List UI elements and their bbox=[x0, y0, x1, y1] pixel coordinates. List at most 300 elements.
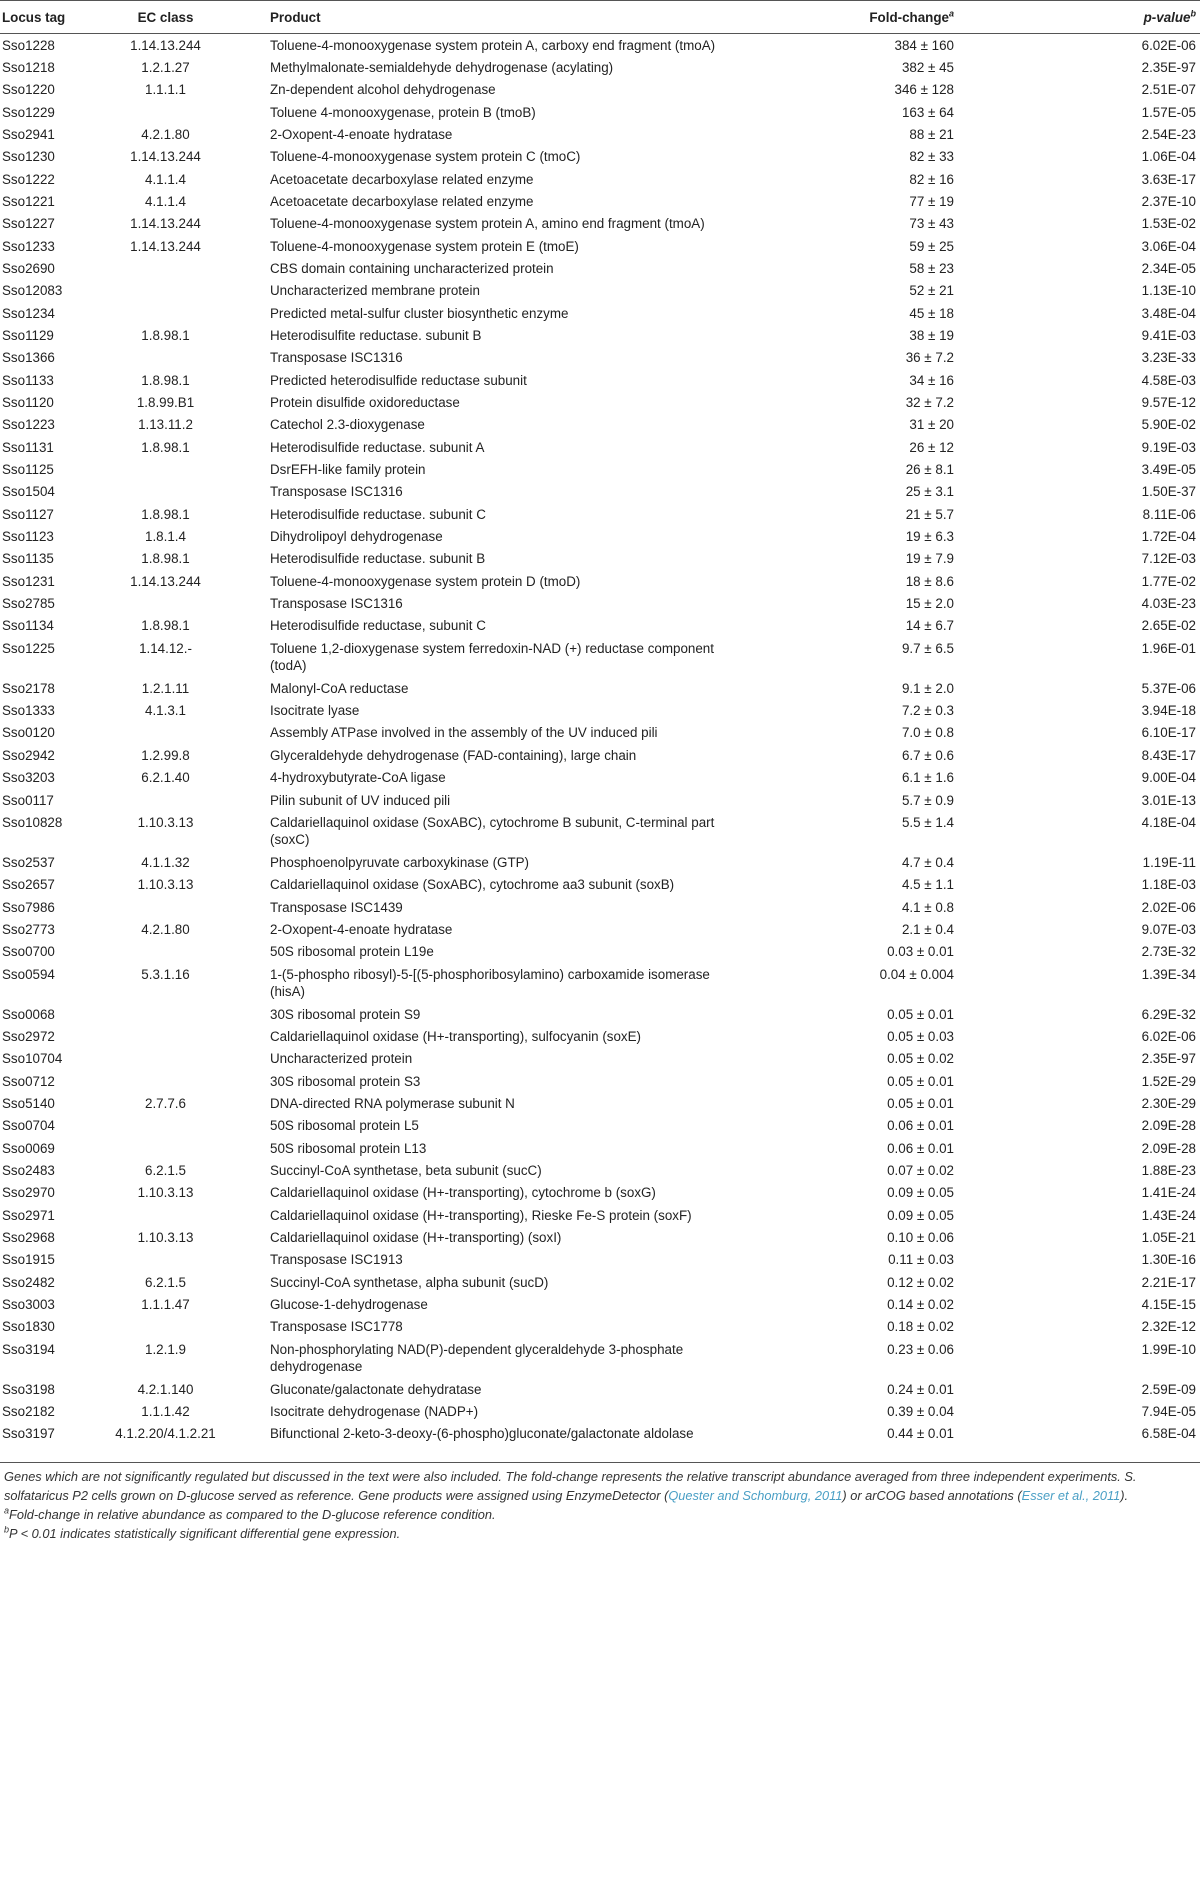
cell-p-value: 1.13E-10 bbox=[1141, 283, 1196, 299]
cell-p-value: 2.32E-12 bbox=[1141, 1319, 1196, 1335]
cell-ec-class: 1.8.1.4 bbox=[145, 529, 186, 545]
cell-p-value: 1.05E-21 bbox=[1141, 1230, 1196, 1245]
cell-fold-change: 5.7 ± 0.9 bbox=[901, 792, 954, 808]
cell-locus-tag: Sso2785 bbox=[2, 596, 55, 612]
table-row bbox=[0, 190, 1200, 212]
cell-p-value: 1.88E-23 bbox=[1141, 1162, 1196, 1178]
cell-fold-change: 82 ± 33 bbox=[909, 149, 954, 165]
cell-product: Bifunctional 2-keto-3-deoxy-(6-phospho)gluconate/galactonate aldolase bbox=[263, 1422, 758, 1462]
cell-locus-tag: Sso2971 bbox=[2, 1207, 55, 1223]
cell-locus-tag: Sso10704 bbox=[2, 1051, 63, 1067]
cell-product: Isocitrate dehydrogenase (NADP+) bbox=[270, 1404, 479, 1420]
table-row bbox=[0, 525, 1200, 547]
cell-locus-tag: Sso1223 bbox=[2, 417, 55, 433]
header-fold-change: Fold-change$^a$ bbox=[758, 1, 980, 34]
table-header-row bbox=[0, 1, 1200, 34]
cell-ec-class bbox=[108, 789, 263, 811]
cell-locus-tag: Sso1366 bbox=[2, 350, 55, 366]
table-row bbox=[0, 168, 1200, 190]
cell-p-value: 2.34E-05 bbox=[1141, 260, 1196, 276]
cell-locus-tag: Sso1120 bbox=[2, 395, 54, 410]
cell-ec-class bbox=[108, 896, 263, 918]
table-row bbox=[0, 391, 1200, 413]
cell-locus-tag: Sso0120 bbox=[2, 725, 55, 741]
cell-fold-change: 73 ± 43 bbox=[909, 216, 954, 232]
cell-ec-class bbox=[108, 1025, 263, 1047]
table-row bbox=[0, 235, 1200, 257]
cell-product: Glyceraldehyde dehydrogenase (FAD-containing), large chain bbox=[270, 747, 637, 763]
cell-ec-class bbox=[108, 1003, 263, 1025]
cell-p-value: 1.41E-24 bbox=[1141, 1185, 1196, 1201]
table-row bbox=[0, 1137, 1200, 1159]
cell-ec-class: 1.8.98.1 bbox=[141, 506, 190, 522]
table-row bbox=[0, 896, 1200, 918]
table-row bbox=[0, 302, 1200, 324]
cell-product: Predicted metal-sulfur cluster biosynthetic enzyme bbox=[270, 305, 569, 321]
cell-p-value: 3.23E-33 bbox=[1141, 350, 1196, 366]
cell-product: 50S ribosomal protein L5 bbox=[270, 1118, 419, 1134]
table-row bbox=[0, 614, 1200, 636]
cell-fold-change: 14 ± 6.7 bbox=[905, 618, 954, 634]
cell-fold-change: 0.07 ± 0.02 bbox=[887, 1162, 954, 1178]
cell-p-value: 3.01E-13 bbox=[1141, 792, 1196, 808]
table-row bbox=[0, 346, 1200, 368]
cell-product: CBS domain containing uncharacterized protein bbox=[270, 260, 554, 276]
cell-product: 4-hydroxybutyrate-CoA ligase bbox=[270, 770, 446, 786]
table-row bbox=[0, 789, 1200, 811]
cell-p-value: 4.18E-04 bbox=[1141, 814, 1196, 830]
cell-ec-class: 1.2.1.27 bbox=[141, 59, 190, 75]
cell-product: Toluene-4-monooxygenase system protein E (tmoE) bbox=[270, 238, 579, 254]
cell-locus-tag: Sso1123 bbox=[2, 529, 54, 545]
citation-link[interactable]: Quester and Schomburg, 2011 bbox=[668, 1487, 843, 1503]
table-row bbox=[0, 369, 1200, 391]
table-row bbox=[0, 570, 1200, 592]
table-row bbox=[0, 1003, 1200, 1025]
cell-product: 50S ribosomal protein L19e bbox=[270, 944, 434, 960]
cell-ec-class: 1.10.3.13 bbox=[137, 814, 194, 830]
cell-p-value: 4.15E-15 bbox=[1141, 1297, 1196, 1313]
cell-fold-change: 7.0 ± 0.8 bbox=[901, 725, 954, 741]
cell-ec-class: 1.1.1.1 bbox=[145, 82, 186, 98]
table-row bbox=[0, 940, 1200, 962]
cell-locus-tag: Sso0712 bbox=[2, 1073, 55, 1089]
cell-locus-tag: Sso3197 bbox=[0, 1422, 108, 1462]
cell-fold-change: 6.1 ± 1.6 bbox=[901, 770, 954, 786]
cell-fold-change: 82 ± 16 bbox=[909, 171, 954, 187]
cell-p-value: 1.18E-03 bbox=[1141, 877, 1196, 893]
cell-ec-class: 4.2.1.140 bbox=[137, 1381, 194, 1397]
cell-locus-tag: Sso1228 bbox=[2, 38, 55, 53]
cell-fold-change: 382 ± 45 bbox=[901, 59, 954, 75]
cell-locus-tag: Sso0704 bbox=[2, 1118, 55, 1134]
cell-locus-tag: Sso1127 bbox=[2, 506, 54, 522]
cell-ec-class bbox=[108, 1047, 263, 1069]
cell-product: Non-phosphorylating NAD(P)-dependent glyceraldehyde 3-phosphate dehydrogenase bbox=[270, 1341, 684, 1375]
cell-product: Dihydrolipoyl dehydrogenase bbox=[270, 529, 443, 545]
cell-fold-change: 6.7 ± 0.6 bbox=[901, 747, 954, 763]
cell-p-value: 1.43E-24 bbox=[1141, 1207, 1196, 1223]
cell-locus-tag: Sso1915 bbox=[2, 1252, 55, 1268]
header-ec-class: EC class bbox=[108, 1, 263, 34]
table-row bbox=[0, 851, 1200, 873]
table-row bbox=[0, 1315, 1200, 1337]
cell-fold-change: 7.2 ± 0.3 bbox=[901, 703, 954, 719]
cell-ec-class: 6.2.1.5 bbox=[145, 1162, 186, 1178]
cell-product: Caldariellaquinol oxidase (SoxABC), cytochrome B subunit, C-terminal part (soxC) bbox=[270, 814, 715, 848]
cell-p-value: 1.19E-11 bbox=[1142, 854, 1196, 870]
cell-locus-tag: Sso2657 bbox=[2, 877, 55, 893]
cell-product: Toluene-4-monooxygenase system protein A, amino end fragment (tmoA) bbox=[270, 216, 705, 232]
cell-locus-tag: Sso1129 bbox=[2, 327, 54, 343]
cell-fold-change: 0.05 ± 0.01 bbox=[887, 1095, 954, 1111]
cell-p-value: 1.99E-10 bbox=[1141, 1341, 1196, 1357]
cell-locus-tag: Sso1220 bbox=[2, 82, 55, 98]
cell-p-value: 1.57E-05 bbox=[1141, 104, 1196, 120]
cell-p-value: 5.90E-02 bbox=[1141, 417, 1196, 433]
cell-p-value: 2.35E-97 bbox=[1141, 59, 1196, 75]
cell-fold-change: 2.1 ± 0.4 bbox=[901, 921, 954, 937]
cell-p-value: 2.65E-02 bbox=[1141, 618, 1196, 634]
cell-fold-change: 31 ± 20 bbox=[909, 417, 954, 433]
cell-locus-tag: Sso1333 bbox=[2, 703, 55, 719]
cell-ec-class bbox=[108, 592, 263, 614]
cell-product: Malonyl-CoA reductase bbox=[270, 680, 409, 696]
cell-ec-class: 4.1.3.1 bbox=[145, 703, 186, 719]
cell-p-value: 3.94E-18 bbox=[1141, 703, 1196, 719]
cell-product: 30S ribosomal protein S3 bbox=[270, 1073, 421, 1089]
cell-fold-change: 52 ± 21 bbox=[909, 283, 954, 299]
cell-p-value: 9.07E-03 bbox=[1141, 921, 1196, 937]
cell-product: Zn-dependent alcohol dehydrogenase bbox=[270, 82, 496, 98]
footnote-general: Genes which are not significantly regulated but discussed in the text were also included. The fold-change represents the relative transcript abundance averaged from three independent experiments. S. solfataricus P2 cells grown on D-glucose served as reference. Gene products were assigned using EnzymeDetector (Quester and Schomburg, 2011) or arCOG based annotations (Esser et al., 2011). bbox=[4, 1468, 1137, 1503]
cell-ec-class: 4.2.1.80 bbox=[141, 126, 190, 142]
cell-product: Transposase ISC1316 bbox=[270, 350, 403, 366]
cell-fold-change: 36 ± 7.2 bbox=[905, 350, 954, 366]
cell-fold-change: 0.18 ± 0.02 bbox=[887, 1319, 954, 1335]
cell-ec-class: 1.10.3.13 bbox=[137, 1230, 194, 1245]
cell-fold-change: 0.05 ± 0.03 bbox=[887, 1028, 954, 1044]
cell-fold-change: 38 ± 19 bbox=[909, 327, 954, 343]
cell-fold-change: 0.39 ± 0.04 bbox=[887, 1404, 954, 1420]
cell-locus-tag: Sso3194 bbox=[2, 1341, 55, 1357]
cell-fold-change: 0.09 ± 0.05 bbox=[887, 1185, 954, 1201]
header-product: Product bbox=[263, 1, 758, 34]
cell-ec-class bbox=[108, 257, 263, 279]
cell-locus-tag: Sso3198 bbox=[2, 1381, 55, 1397]
cell-ec-class bbox=[108, 1315, 263, 1337]
cell-p-value: 2.09E-28 bbox=[1141, 1140, 1196, 1156]
cell-product: Pilin subunit of UV induced pili bbox=[270, 792, 451, 808]
cell-locus-tag: Sso2178 bbox=[2, 680, 55, 696]
cell-ec-class: 1.1.1.42 bbox=[141, 1404, 190, 1420]
cell-p-value: 5.37E-06 bbox=[1141, 680, 1196, 696]
table-row bbox=[0, 963, 1200, 1003]
table-row bbox=[0, 1181, 1200, 1203]
cell-locus-tag: Sso12083 bbox=[2, 283, 63, 299]
table-footnotes bbox=[0, 1463, 1200, 1543]
cell-ec-class bbox=[108, 346, 263, 368]
header-locus-tag: Locus tag bbox=[0, 1, 108, 34]
cell-locus-tag: Sso2482 bbox=[2, 1274, 55, 1290]
cell-product: DsrEFH-like family protein bbox=[270, 462, 426, 478]
cell-locus-tag: Sso1230 bbox=[2, 149, 55, 165]
table-row bbox=[0, 1159, 1200, 1181]
cell-locus-tag: Sso7986 bbox=[2, 899, 55, 915]
cell-fold-change: 88 ± 21 bbox=[909, 126, 954, 142]
table-row bbox=[0, 324, 1200, 346]
cell-product: 1-(5-phospho ribosyl)-5-[(5-phosphoribosylamino) carboxamide isomerase (hisA) bbox=[270, 966, 710, 1000]
cell-fold-change: 58 ± 23 bbox=[909, 260, 954, 276]
cell-ec-class: 1.2.1.9 bbox=[145, 1341, 186, 1357]
cell-fold-change: 26 ± 8.1 bbox=[905, 462, 954, 478]
cell-p-value: 2.51E-07 bbox=[1141, 82, 1196, 98]
cell-locus-tag: Sso1125 bbox=[2, 462, 54, 478]
cell-ec-class: 1.10.3.13 bbox=[137, 1185, 194, 1201]
table-row bbox=[0, 1226, 1200, 1248]
cell-ec-class bbox=[108, 1137, 263, 1159]
table-row bbox=[0, 101, 1200, 123]
cell-p-value: 3.49E-05 bbox=[1141, 462, 1196, 478]
citation-link[interactable]: Esser et al., 2011 bbox=[1021, 1487, 1121, 1503]
cell-ec-class: 4.1.1.32 bbox=[141, 854, 190, 870]
cell-fold-change: 0.24 ± 0.01 bbox=[887, 1381, 954, 1397]
table-row bbox=[0, 458, 1200, 480]
cell-product: Caldariellaquinol oxidase (H+-transporting), Rieske Fe-S protein (soxF) bbox=[270, 1207, 692, 1223]
cell-fold-change: 0.05 ± 0.01 bbox=[887, 1006, 954, 1022]
cell-p-value: 8.43E-17 bbox=[1141, 747, 1196, 763]
cell-ec-class bbox=[108, 1248, 263, 1270]
cell-p-value: 4.03E-23 bbox=[1141, 596, 1196, 612]
cell-fold-change: 77 ± 19 bbox=[909, 193, 954, 209]
cell-p-value: 7.94E-05 bbox=[1141, 1404, 1196, 1420]
cell-product: Toluene 4-monooxygenase, protein B (tmoB) bbox=[270, 104, 536, 120]
cell-fold-change: 4.1 ± 0.8 bbox=[901, 899, 954, 915]
cell-p-value: 1.72E-04 bbox=[1141, 529, 1196, 545]
table-row bbox=[0, 1271, 1200, 1293]
cell-locus-tag: Sso1233 bbox=[2, 238, 55, 254]
cell-locus-tag: Sso1231 bbox=[2, 573, 55, 589]
cell-fold-change: 384 ± 160 bbox=[894, 38, 954, 53]
cell-locus-tag: Sso1504 bbox=[2, 484, 55, 500]
cell-fold-change: 0.03 ± 0.01 bbox=[887, 944, 954, 960]
cell-product: Heterodisulfide reductase. subunit B bbox=[270, 551, 486, 567]
cell-product: Toluene-4-monooxygenase system protein C (tmoC) bbox=[270, 149, 581, 165]
cell-p-value: 9.41E-03 bbox=[1141, 327, 1196, 343]
cell-locus-tag: Sso0594 bbox=[2, 966, 55, 982]
table-row bbox=[0, 212, 1200, 234]
cell-fold-change: 0.11 ± 0.03 bbox=[888, 1252, 954, 1268]
cell-p-value: 1.06E-04 bbox=[1141, 149, 1196, 165]
table-row bbox=[0, 637, 1200, 677]
cell-ec-class: 1.8.98.1 bbox=[141, 618, 190, 634]
cell-ec-class: 1.14.13.244 bbox=[130, 38, 201, 53]
cell-ec-class: 1.14.13.244 bbox=[130, 216, 201, 232]
table-row bbox=[0, 744, 1200, 766]
cell-p-value: 3.63E-17 bbox=[1141, 171, 1196, 187]
cell-product: Caldariellaquinol oxidase (H+-transporting) (soxI) bbox=[270, 1230, 562, 1245]
cell-product: Methylmalonate-semialdehyde dehydrogenase (acylating) bbox=[270, 59, 614, 75]
cell-p-value: 3.06E-04 bbox=[1141, 238, 1196, 254]
cell-p-value: 9.57E-12 bbox=[1141, 395, 1196, 410]
cell-ec-class bbox=[108, 1114, 263, 1136]
cell-locus-tag: Sso1234 bbox=[2, 305, 55, 321]
cell-fold-change: 5.5 ± 1.4 bbox=[901, 814, 954, 830]
cell-fold-change: 0.12 ± 0.02 bbox=[887, 1274, 954, 1290]
cell-product: Uncharacterized membrane protein bbox=[270, 283, 480, 299]
table-row bbox=[0, 1248, 1200, 1270]
cell-p-value: 3.48E-04 bbox=[1141, 305, 1196, 321]
cell-fold-change: 15 ± 2.0 bbox=[905, 596, 954, 612]
cell-product: Caldariellaquinol oxidase (SoxABC), cytochrome aa3 subunit (soxB) bbox=[270, 877, 675, 893]
cell-fold-change: 19 ± 7.9 bbox=[905, 551, 954, 567]
cell-locus-tag: Sso1134 bbox=[2, 618, 54, 634]
cell-product: Assembly ATPase involved in the assembly of the UV induced pili bbox=[270, 725, 658, 741]
cell-p-value: 7.12E-03 bbox=[1141, 551, 1196, 567]
cell-fold-change: 18 ± 8.6 bbox=[905, 573, 954, 589]
cell-ec-class: 4.2.1.80 bbox=[141, 921, 190, 937]
cell-product: Uncharacterized protein bbox=[270, 1051, 413, 1067]
cell-product: Caldariellaquinol oxidase (H+-transporting), sulfocyanin (soxE) bbox=[270, 1028, 642, 1044]
footnote-b: $^b$P < 0.01 indicates statistically significant differential gene expression. bbox=[4, 1524, 401, 1541]
cell-p-value: 6.29E-32 bbox=[1141, 1006, 1196, 1022]
cell-locus-tag: Sso3003 bbox=[2, 1297, 55, 1313]
cell-product: Acetoacetate decarboxylase related enzyme bbox=[270, 193, 534, 209]
cell-p-value: 1.52E-29 bbox=[1141, 1073, 1196, 1089]
cell-p-value: 2.37E-10 bbox=[1141, 193, 1196, 209]
cell-ec-class: 1.14.13.244 bbox=[130, 573, 201, 589]
cell-product: Heterodisulfide reductase, subunit C bbox=[270, 618, 486, 634]
cell-locus-tag: Sso2972 bbox=[2, 1028, 55, 1044]
footnote-a: $^a$Fold-change in relative abundance as compared to the D-glucose reference condition. bbox=[4, 1505, 496, 1522]
cell-ec-class: 4.1.1.4 bbox=[145, 193, 186, 209]
cell-ec-class: 1.8.98.1 bbox=[141, 439, 190, 455]
table-row bbox=[0, 1092, 1200, 1114]
cell-locus-tag: Sso2690 bbox=[2, 260, 55, 276]
cell-product: Transposase ISC1778 bbox=[270, 1319, 403, 1335]
cell-product: Transposase ISC1913 bbox=[270, 1252, 403, 1268]
cell-p-value: 1.39E-34 bbox=[1141, 966, 1196, 982]
cell-ec-class: 4.1.1.4 bbox=[145, 171, 186, 187]
cell-p-value: 8.11E-06 bbox=[1142, 506, 1196, 522]
cell-ec-class bbox=[108, 1070, 263, 1092]
cell-ec-class: 5.3.1.16 bbox=[141, 966, 190, 982]
table-row bbox=[0, 592, 1200, 614]
cell-locus-tag: Sso10828 bbox=[2, 814, 63, 830]
table-row bbox=[0, 78, 1200, 100]
cell-fold-change: 0.23 ± 0.06 bbox=[887, 1341, 954, 1357]
cell-locus-tag: Sso2968 bbox=[2, 1230, 55, 1245]
cell-ec-class bbox=[108, 302, 263, 324]
cell-locus-tag: Sso0068 bbox=[2, 1006, 55, 1022]
table-row bbox=[0, 1025, 1200, 1047]
cell-locus-tag: Sso2483 bbox=[2, 1162, 55, 1178]
cell-product: Succinyl-CoA synthetase, alpha subunit (sucD) bbox=[270, 1274, 549, 1290]
cell-product: Succinyl-CoA synthetase, beta subunit (sucC) bbox=[270, 1162, 542, 1178]
table-row bbox=[0, 699, 1200, 721]
cell-p-value: 6.02E-06 bbox=[1141, 38, 1196, 53]
cell-locus-tag: Sso2942 bbox=[2, 747, 55, 763]
cell-ec-class: 4.1.2.20/4.1.2.21 bbox=[108, 1422, 263, 1462]
cell-locus-tag: Sso0069 bbox=[2, 1140, 55, 1156]
cell-locus-tag: Sso1135 bbox=[2, 551, 54, 567]
cell-ec-class: 1.1.1.47 bbox=[141, 1297, 190, 1313]
cell-p-value: 2.73E-32 bbox=[1141, 944, 1196, 960]
table-row bbox=[0, 1047, 1200, 1069]
table-row bbox=[0, 279, 1200, 301]
cell-fold-change: 0.09 ± 0.05 bbox=[887, 1207, 954, 1223]
cell-p-value: 2.59E-09 bbox=[1141, 1381, 1196, 1397]
cell-p-value: 6.02E-06 bbox=[1141, 1028, 1196, 1044]
cell-product: Heterodisulfide reductase. subunit C bbox=[270, 506, 486, 522]
cell-product: Isocitrate lyase bbox=[270, 703, 360, 719]
cell-fold-change: 163 ± 64 bbox=[901, 104, 954, 120]
cell-locus-tag: Sso3203 bbox=[2, 770, 55, 786]
table-row bbox=[0, 918, 1200, 940]
cell-p-value: 9.00E-04 bbox=[1141, 770, 1196, 786]
cell-p-value: 1.50E-37 bbox=[1141, 484, 1196, 500]
cell-p-value: 2.35E-97 bbox=[1141, 1051, 1196, 1067]
cell-p-value: 2.30E-29 bbox=[1141, 1095, 1196, 1111]
cell-product: Caldariellaquinol oxidase (H+-transporting), cytochrome b (soxG) bbox=[270, 1185, 656, 1201]
cell-locus-tag: Sso1221 bbox=[2, 193, 55, 209]
table-row bbox=[0, 413, 1200, 435]
cell-ec-class bbox=[108, 940, 263, 962]
cell-product: Toluene 1,2-dioxygenase system ferredoxin-NAD (+) reductase component (todA) bbox=[270, 640, 714, 674]
table-row bbox=[0, 1293, 1200, 1315]
cell-product: 2-Oxopent-4-enoate hydratase bbox=[270, 921, 453, 937]
cell-product: 50S ribosomal protein L13 bbox=[270, 1140, 427, 1156]
cell-ec-class bbox=[108, 458, 263, 480]
table-row bbox=[0, 436, 1200, 458]
cell-ec-class: 1.8.98.1 bbox=[141, 551, 190, 567]
cell-product: Toluene-4-monooxygenase system protein D (tmoD) bbox=[270, 573, 581, 589]
cell-product: Phosphoenolpyruvate carboxykinase (GTP) bbox=[270, 854, 530, 870]
cell-p-value: 2.09E-28 bbox=[1141, 1118, 1196, 1134]
cell-locus-tag: Sso1222 bbox=[2, 171, 55, 187]
cell-fold-change: 0.05 ± 0.02 bbox=[887, 1051, 954, 1067]
cell-locus-tag: Sso1229 bbox=[2, 104, 55, 120]
table-row bbox=[0, 503, 1200, 525]
table-row bbox=[0, 677, 1200, 699]
table-row bbox=[0, 145, 1200, 167]
cell-fold-change: 59 ± 25 bbox=[909, 238, 954, 254]
cell-p-value: 1.53E-02 bbox=[1141, 216, 1196, 232]
cell-product: Predicted heterodisulfide reductase subunit bbox=[270, 372, 527, 388]
cell-ec-class: 6.2.1.40 bbox=[141, 770, 190, 786]
cell-product: Gluconate/galactonate dehydratase bbox=[270, 1381, 482, 1397]
cell-product: 2-Oxopent-4-enoate hydratase bbox=[270, 126, 453, 142]
cell-product: 30S ribosomal protein S9 bbox=[270, 1006, 421, 1022]
cell-fold-change: 0.06 ± 0.01 bbox=[887, 1118, 954, 1134]
table-row bbox=[0, 1378, 1200, 1400]
table-row bbox=[0, 1338, 1200, 1378]
cell-fold-change: 32 ± 7.2 bbox=[905, 395, 954, 410]
cell-p-value: 2.02E-06 bbox=[1141, 899, 1196, 915]
cell-ec-class: 1.14.13.244 bbox=[130, 149, 201, 165]
cell-ec-class bbox=[108, 101, 263, 123]
cell-fold-change: 25 ± 3.1 bbox=[905, 484, 954, 500]
cell-locus-tag: Sso1830 bbox=[2, 1319, 55, 1335]
cell-ec-class: 1.10.3.13 bbox=[137, 877, 194, 893]
cell-fold-change: 26 ± 12 bbox=[909, 439, 954, 455]
table-row bbox=[0, 811, 1200, 851]
cell-product: Transposase ISC1439 bbox=[270, 899, 403, 915]
table-row bbox=[0, 257, 1200, 279]
table-row bbox=[0, 1070, 1200, 1092]
cell-fold-change: 19 ± 6.3 bbox=[905, 529, 954, 545]
cell-ec-class: 1.8.98.1 bbox=[141, 327, 190, 343]
